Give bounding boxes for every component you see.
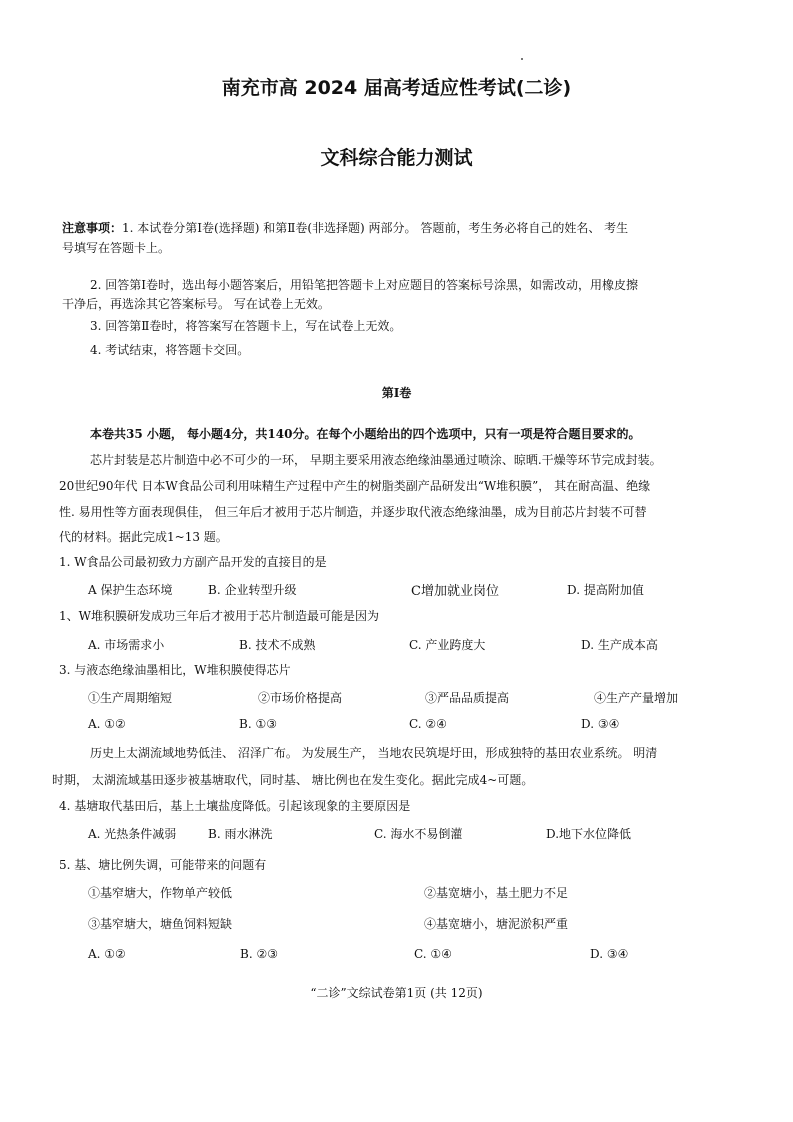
passage1-line-1: 芯片封装是芯片制造中必不可少的一环， 早期主要采用液态绝缘油墨通过喷涂、晾晒.干燥等环节完成封装。 <box>90 453 662 467</box>
exam-subtitle: 文科综合能力测试 <box>320 147 473 169</box>
q1-option-d: D. 提高附加值 <box>567 583 644 597</box>
q3-statement-3: ③严品品质提高 <box>425 691 510 705</box>
q4-stem: 4. 基塘取代基田后，基上土壤盐度降低。引起该现象的主要原因是 <box>59 799 411 813</box>
q5-statement-1: ①基窄塘大，作物单产较低 <box>88 886 233 900</box>
q2-option-c: C. 产业跨度大 <box>409 638 486 652</box>
q1-option-a: A 保护生态环境 <box>88 583 173 597</box>
q4-option-d: D.地下水位降低 <box>546 827 632 841</box>
q1-stem: 1. W食品公司最初致力方副产品开发的直接目的是 <box>59 555 327 569</box>
q2-option-a: A. 市场需求小 <box>88 638 165 652</box>
passage2-line-1: 历史上太湖流域地势低洼、 沼泽广布。 为发展生产， 当地农民筑堤圩田，形成独特的基田农业系统。 明清 <box>90 746 658 760</box>
section-instruction: 本卷共35 小题， 每小题4分，共140分。在每个小题给出的四个选项中，只有一项是符合题目要求的。 <box>90 427 641 441</box>
q2-option-d: D. 生产成本高 <box>581 638 658 652</box>
q2-option-b: B. 技术不成熟 <box>239 638 316 652</box>
notes-item-1: 1. 本试卷分第Ⅰ卷(选择题) 和第Ⅱ卷(非选择题) 两部分。 答题前，考生务必将自己的姓名、 考生 <box>122 221 629 235</box>
q3-statement-2: ②市场价格提高 <box>258 691 343 705</box>
notes-item-2: 2. 回答第Ⅰ卷时，选出每小题答案后，用铅笔把答题卡上对应题目的答案标号涂黑，如需改动，用橡皮擦 <box>90 278 639 292</box>
q4-option-b: B. 雨水淋洗 <box>208 827 273 841</box>
q5-option-c: C. ①④ <box>414 947 452 961</box>
section-heading: 第Ⅰ卷 <box>381 386 412 400</box>
q3-option-d: D. ③④ <box>581 717 620 731</box>
q3-option-a: A. ①② <box>88 717 126 731</box>
q5-statement-3: ③基窄塘大，塘鱼饲料短缺 <box>88 917 233 931</box>
notes-item-3: 3. 回答第Ⅱ卷时，将答案写在答题卡上，写在试卷上无效。 <box>90 319 402 333</box>
passage2-line-2: 时期， 太湖流域基田逐步被基塘取代，同时基、 塘比例也在发生变化。据此完成4~可题。 <box>52 773 534 787</box>
q4-option-a: A. 光热条件减弱 <box>88 827 177 841</box>
q1-option-b: B. 企业转型升级 <box>208 583 297 597</box>
q5-option-a: A. ①② <box>88 947 126 961</box>
page-footer: “二诊”文综试卷第1页 (共 12页) <box>310 986 483 1000</box>
notes-item-1-cont: 号填写在答题卡上。 <box>62 241 171 255</box>
q3-stem: 3. 与液态绝缘油墨相比，W堆积膜使得芯片 <box>59 663 291 677</box>
q5-statement-2: ②基宽塘小，基土肥力不足 <box>424 886 569 900</box>
q5-option-d: D. ③④ <box>590 947 629 961</box>
notes-line-1 <box>62 219 628 236</box>
q3-option-b: B. ①③ <box>239 717 277 731</box>
q3-option-c: C. ②④ <box>409 717 447 731</box>
q3-statement-4: ④生产产量增加 <box>594 691 679 705</box>
q5-stem: 5. 基、塘比例失调，可能带来的问题有 <box>59 858 267 872</box>
q2-stem: 1、W堆积膜研发成功三年后才被用于芯片制造最可能是因为 <box>59 609 379 623</box>
q5-option-b: B. ②③ <box>240 947 278 961</box>
q1-option-c: C增加就业岗位 <box>411 584 499 599</box>
q4-option-c: C. 海水不易倒灌 <box>374 827 463 841</box>
notes-item-4: 4. 考试结束，将答题卡交回。 <box>90 343 250 357</box>
exam-title: 南充市高 2024 届高考适应性考试(二诊) <box>221 77 572 99</box>
passage1-line-3: 性. 易用性等方面表现俱佳， 但三年后才被用于芯片制造，并逐步取代液态绝缘油墨，成为目前芯片封装不可替 <box>59 505 647 519</box>
q5-statement-4: ④基宽塘小，塘泥淤积严重 <box>424 917 569 931</box>
notes-label: 注意事项： <box>62 221 123 235</box>
scan-dot <box>521 58 523 60</box>
passage1-line-4: 代的材料。据此完成1~13 题。 <box>59 530 228 544</box>
passage1-line-2: 20世纪90年代 日本W食品公司利用味精生产过程中产生的树脂类副产品研发出“W堆积膜”， 其在耐高温、绝缘 <box>59 479 651 493</box>
notes-item-2-cont: 干净后，再选涂其它答案标号。 写在试卷上无效。 <box>62 297 330 311</box>
q3-statement-1: ①生产周期缩短 <box>88 691 173 705</box>
